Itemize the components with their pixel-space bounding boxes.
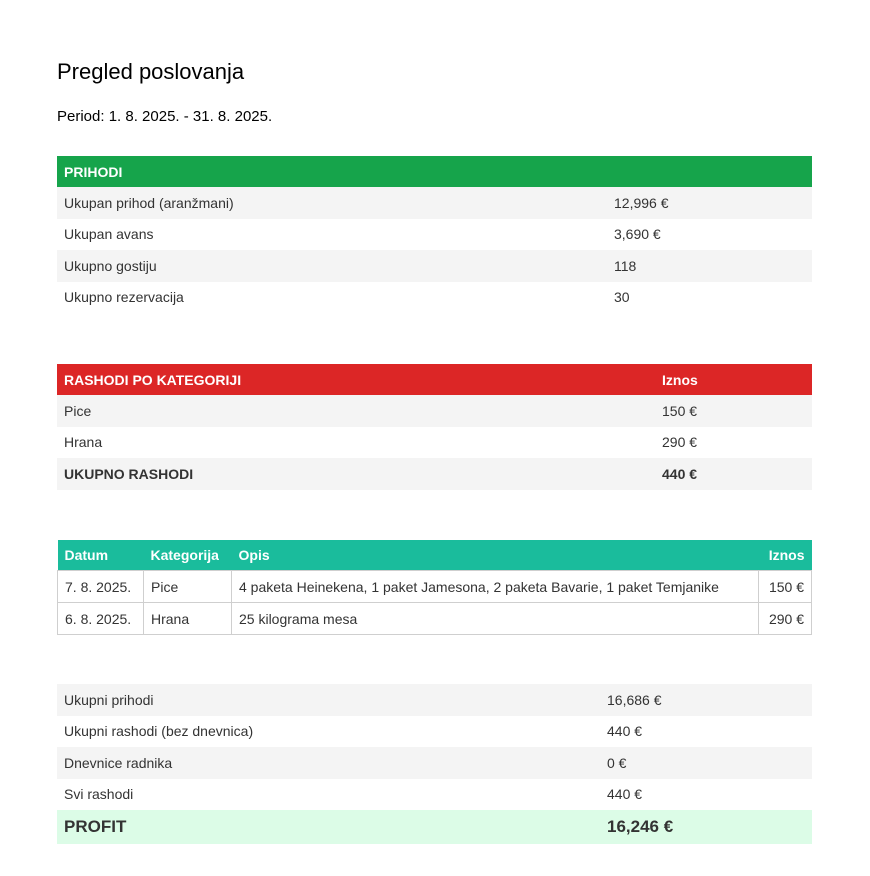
column-header-description: Opis xyxy=(232,540,759,571)
summary-value: 440 € xyxy=(607,786,643,803)
expense-description: 4 paketa Heinekena, 1 paket Jamesona, 2 paketa Bavarie, 1 paket Temjanike xyxy=(232,571,759,603)
category-header-row xyxy=(57,364,812,395)
income-label: Ukupno gostiju xyxy=(57,250,607,282)
income-value-heading xyxy=(607,156,812,187)
category-total-amount: 440 € xyxy=(655,458,812,490)
page-title: Pregled poslovanja xyxy=(57,59,245,84)
profit-value: 16,246 € xyxy=(600,810,812,844)
income-value: 3,690 € xyxy=(614,226,661,243)
income-value: 12,996 € xyxy=(607,187,812,219)
expense-details-table xyxy=(57,540,812,635)
summary-value: 440 € xyxy=(607,723,643,740)
expense-date: 6. 8. 2025. xyxy=(58,603,144,635)
income-table xyxy=(57,156,812,313)
table-row xyxy=(57,187,812,219)
category-label: Hrana xyxy=(64,434,103,451)
table-row xyxy=(57,747,812,779)
income-label: Ukupno rezervacija xyxy=(64,289,184,306)
table-row xyxy=(58,571,812,603)
income-header-row xyxy=(57,156,812,187)
summary-value: 16,686 € xyxy=(600,684,812,716)
summary-label: Svi rashodi xyxy=(64,786,134,803)
profit-label: PROFIT xyxy=(57,810,600,844)
expense-date: 7. 8. 2025. xyxy=(58,571,144,603)
column-header-category: Kategorija xyxy=(144,540,232,571)
table-row xyxy=(57,219,812,251)
summary-label: Ukupni rashodi (bez dnevnica) xyxy=(64,723,254,740)
summary-value: 0 € xyxy=(600,747,812,779)
expense-amount: 150 € xyxy=(759,571,812,603)
table-row xyxy=(57,250,812,282)
category-amount: 150 € xyxy=(655,395,812,427)
category-total-row xyxy=(57,458,812,490)
profit-row xyxy=(57,810,812,844)
category-amount: 290 € xyxy=(662,434,698,451)
summary-label: Dnevnice radnika xyxy=(57,747,600,779)
income-label: Ukupan prihod (aranžmani) xyxy=(57,187,607,219)
summary-table xyxy=(57,684,812,844)
table-row xyxy=(57,427,812,459)
report-period: Period: 1. 8. 2025. - 31. 8. 2025. xyxy=(57,108,273,125)
table-row xyxy=(57,395,812,427)
summary-label: Ukupni prihodi xyxy=(57,684,600,716)
expense-category: Hrana xyxy=(144,603,232,635)
category-heading: RASHODI PO KATEGORIJI xyxy=(57,364,655,395)
table-row xyxy=(57,282,812,314)
expenses-by-category-table xyxy=(57,364,812,490)
income-value: 118 xyxy=(607,250,812,282)
column-header-date: Datum xyxy=(58,540,144,571)
category-total-label: UKUPNO RASHODI xyxy=(57,458,655,490)
details-header-row xyxy=(58,540,812,571)
expense-description: 25 kilograma mesa xyxy=(232,603,759,635)
category-label: Pice xyxy=(57,395,655,427)
table-row xyxy=(58,603,812,635)
table-row xyxy=(57,779,812,811)
column-header-amount: Iznos xyxy=(759,540,812,571)
table-row xyxy=(57,716,812,748)
expense-amount: 290 € xyxy=(759,603,812,635)
category-amount-heading: Iznos xyxy=(655,364,812,395)
income-label: Ukupan avans xyxy=(64,226,154,243)
table-row xyxy=(57,684,812,716)
income-value: 30 xyxy=(614,289,630,306)
income-heading: PRIHODI xyxy=(57,156,607,187)
expense-category: Pice xyxy=(144,571,232,603)
